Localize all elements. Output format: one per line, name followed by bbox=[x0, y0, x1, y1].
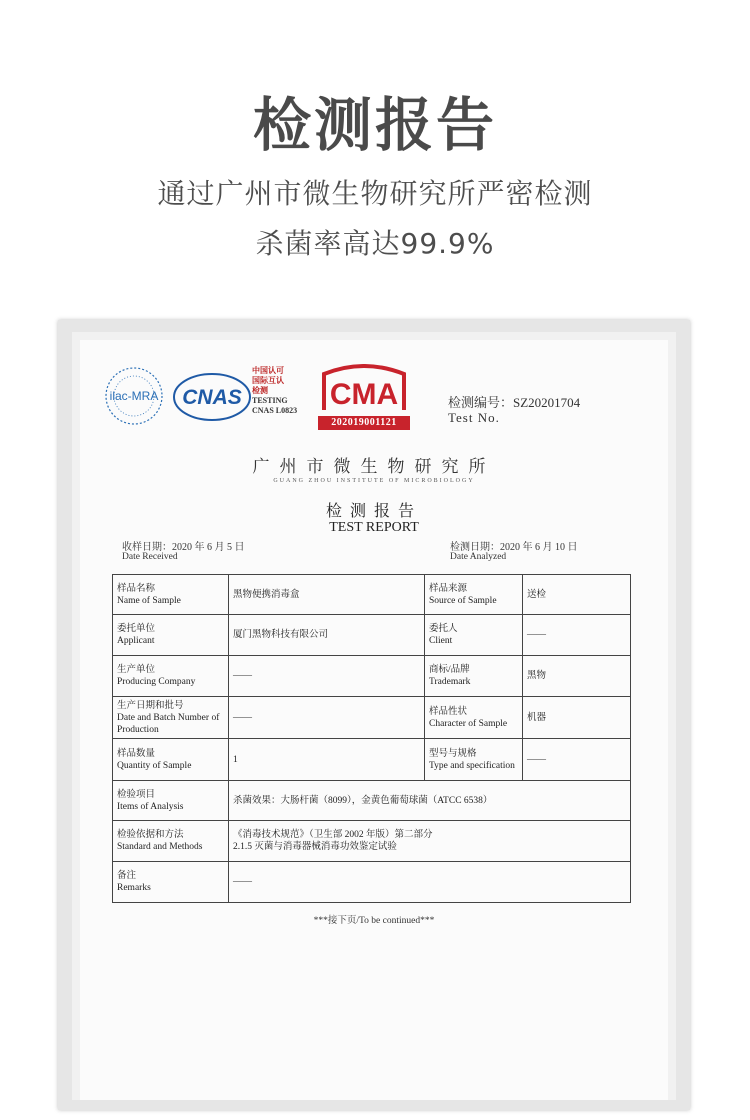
label-cell: 样品名称 Name of Sample bbox=[113, 575, 229, 615]
value-cell: —— bbox=[229, 697, 425, 739]
date-received-en: Date Received bbox=[122, 552, 178, 562]
value-cell: 黑物 bbox=[523, 656, 631, 697]
date-analyzed-cn: 检测日期：2020 年 6 月 10 日 bbox=[450, 542, 578, 553]
certificate-mat bbox=[72, 332, 676, 1100]
institute-name-en: GUANG ZHOU INSTITUTE OF MICROBIOLOGY bbox=[273, 478, 475, 484]
cnas-caption: 中国认可 国际互认 检测 TESTING CNAS L0823 bbox=[252, 366, 298, 415]
cma-number: 202019001121 bbox=[318, 416, 410, 430]
certificate-frame bbox=[58, 320, 690, 1110]
table-row bbox=[113, 615, 631, 656]
value-cell: —— bbox=[229, 862, 631, 903]
cnas-text: CNAS bbox=[182, 386, 242, 409]
label-cell: 备注 Remarks bbox=[113, 862, 229, 903]
value-cell: 机器 bbox=[523, 697, 631, 739]
date-received-cn: 收样日期：2020 年 6 月 5 日 bbox=[122, 542, 245, 553]
value-cell: —— bbox=[523, 739, 631, 781]
value-cell: 黑物便携消毒盒 bbox=[229, 575, 425, 615]
subtitle-line-2: 杀菌率高达99.9% bbox=[255, 227, 495, 260]
cnas-logo bbox=[172, 372, 252, 422]
table-row bbox=[113, 656, 631, 697]
report-title-en: TEST REPORT bbox=[329, 520, 419, 535]
value-cell: 送检 bbox=[523, 575, 631, 615]
table-row bbox=[113, 781, 631, 821]
table-row bbox=[113, 862, 631, 903]
ilac-mra-logo bbox=[98, 365, 170, 427]
label-cell: 委托单位 Applicant bbox=[113, 615, 229, 656]
label-cell: 样品性状 Character of Sample bbox=[425, 697, 523, 739]
label-cell: 委托人 Client bbox=[425, 615, 523, 656]
table-row bbox=[113, 575, 631, 615]
cma-text: CMA bbox=[329, 378, 399, 411]
sample-info-table bbox=[112, 574, 631, 903]
value-cell: 1 bbox=[229, 739, 425, 781]
label-cell: 生产日期和批号 Date and Batch Number of Production bbox=[113, 697, 229, 739]
report-number: 检测编号：SZ20201704 bbox=[448, 395, 581, 410]
subtitle-line-1: 通过广州市微生物研究所严密检测 bbox=[157, 177, 593, 210]
value-cell: 杀菌效果：大肠杆菌（8099），金黄色葡萄球菌（ATCC 6538） bbox=[229, 781, 631, 821]
label-cell: 样品来源 Source of Sample bbox=[425, 575, 523, 615]
value-cell: 《消毒技术规范》（卫生部 2002 年版）第二部分 2.1.5 灭菌与消毒器械消毒功效鉴定试验 bbox=[229, 821, 631, 862]
value-cell: —— bbox=[523, 615, 631, 656]
certificate-paper bbox=[80, 340, 668, 1100]
label-cell: 检验项目 Items of Analysis bbox=[113, 781, 229, 821]
report-number-en: Test No. bbox=[448, 410, 500, 425]
ilac-mra-text: ilac-MRA bbox=[109, 389, 159, 403]
value-cell: 厦门黑物科技有限公司 bbox=[229, 615, 425, 656]
table-row bbox=[113, 697, 631, 739]
date-analyzed-en: Date Analyzed bbox=[450, 552, 507, 562]
label-cell: 商标/品牌 Trademark bbox=[425, 656, 523, 697]
label-cell: 检验依据和方法 Standard and Methods bbox=[113, 821, 229, 862]
table-row bbox=[113, 821, 631, 862]
page-title: 检测报告 bbox=[252, 91, 497, 159]
value-cell: —— bbox=[229, 656, 425, 697]
label-cell: 生产单位 Producing Company bbox=[113, 656, 229, 697]
cma-logo bbox=[318, 364, 410, 414]
report-title-cn: 检测报告 bbox=[325, 503, 422, 520]
label-cell: 型号与规格 Type and specification bbox=[425, 739, 523, 781]
institute-name-cn: 广州市微生物研究所 bbox=[252, 457, 496, 476]
table-row bbox=[113, 739, 631, 781]
label-cell: 样品数量 Quantity of Sample bbox=[113, 739, 229, 781]
continued-note: ***接下页/To be continued*** bbox=[313, 916, 435, 926]
